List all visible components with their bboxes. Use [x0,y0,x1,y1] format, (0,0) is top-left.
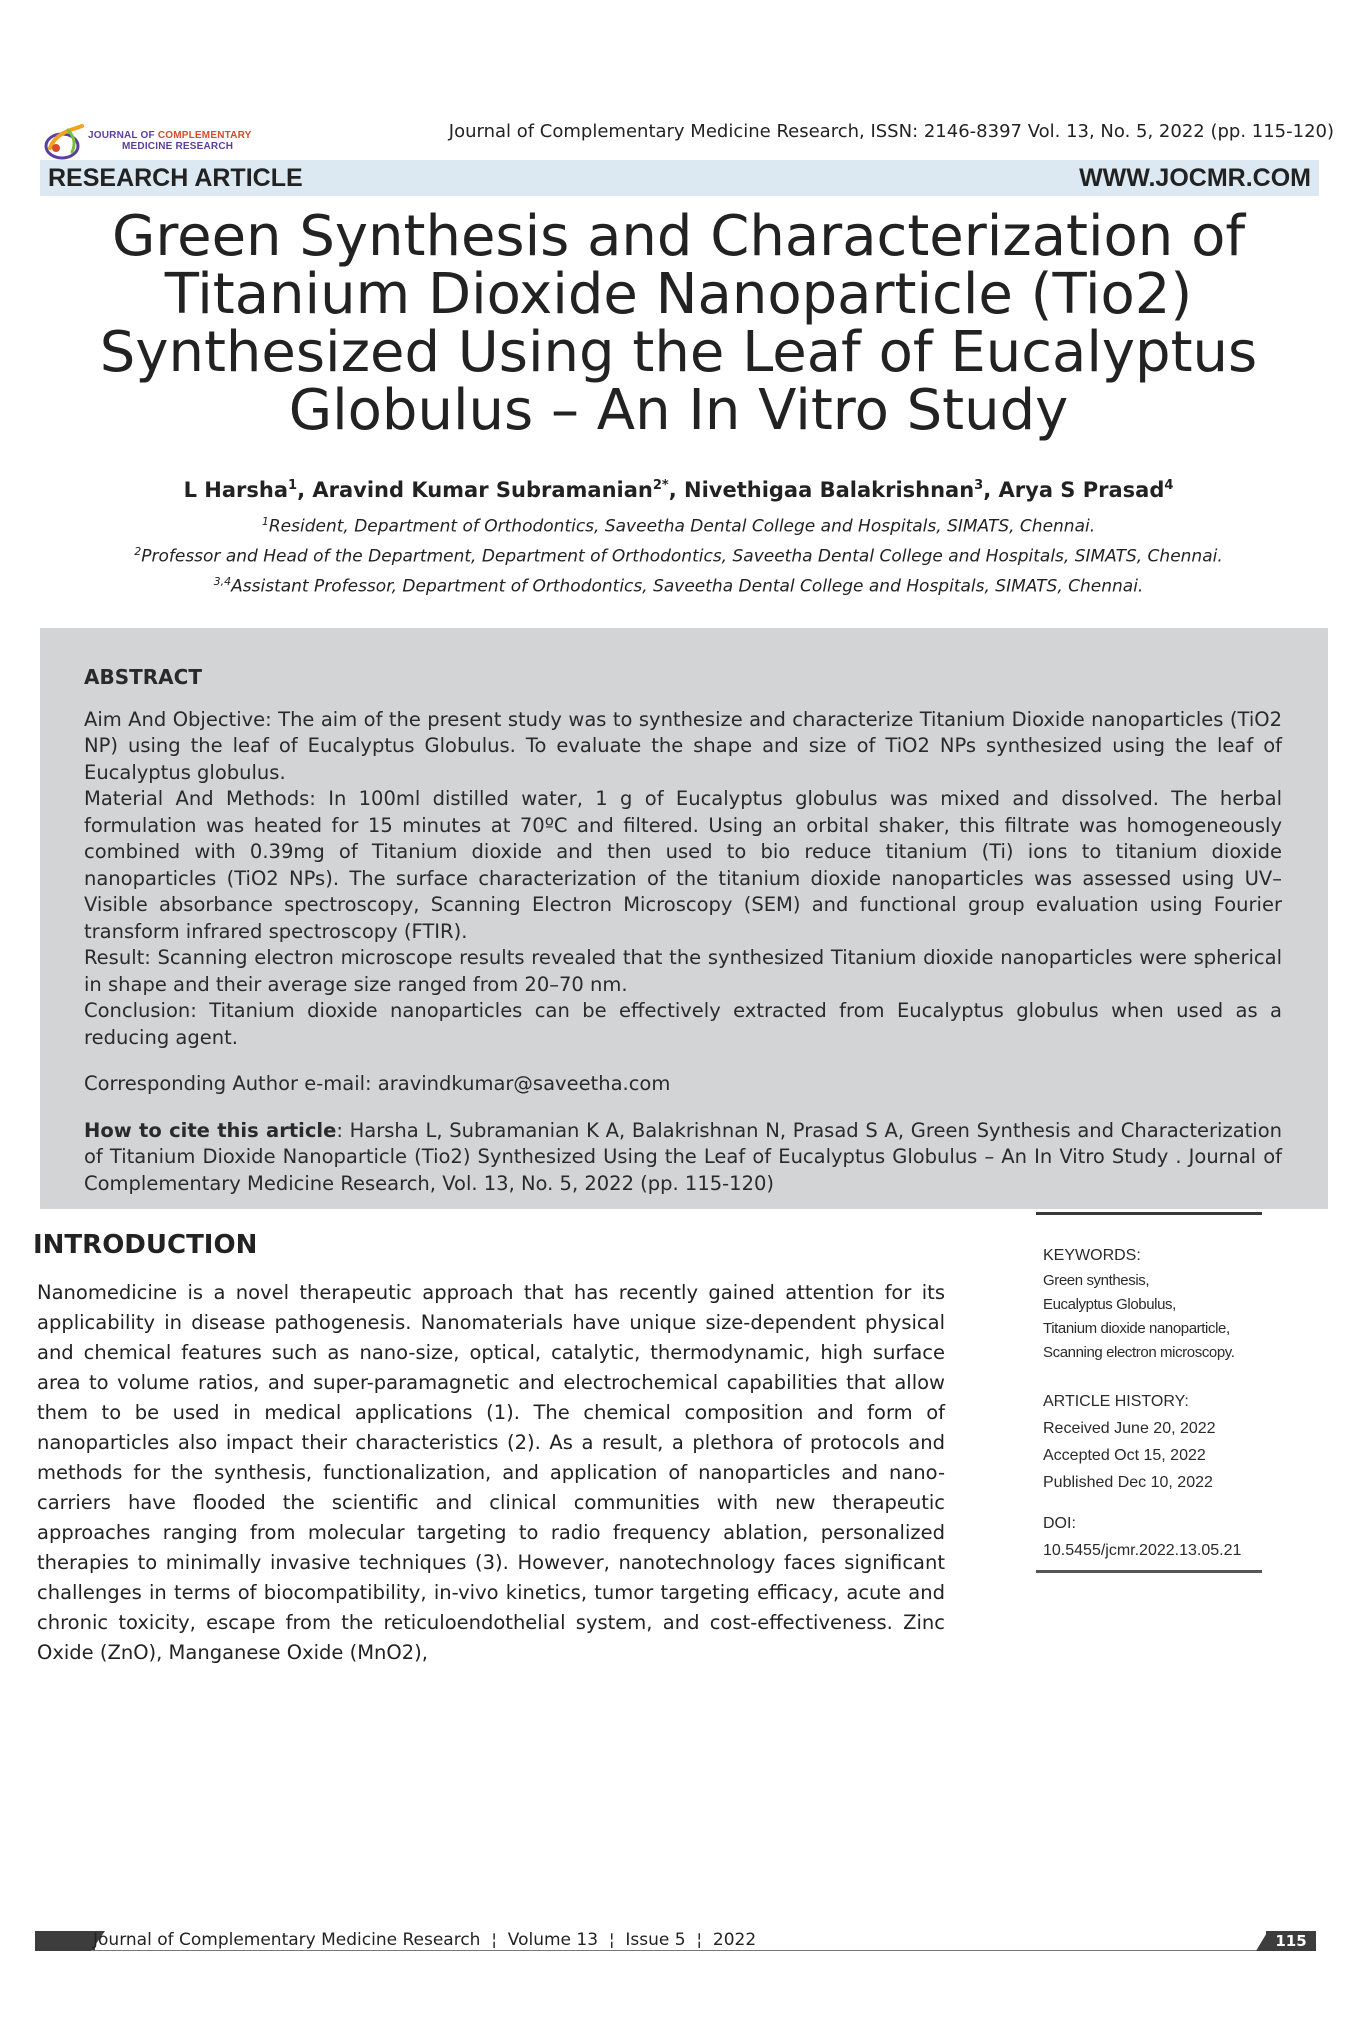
doi-block [1043,1510,1241,1564]
doi-label: DOI: [1043,1515,1076,1532]
journal-logo-icon [42,122,88,162]
affiliation: $^2$Professor and Head of the Department, Department of Orthodontics, Saveetha Dental College and Hospitals, SIMATS, Chennai. [134,545,1223,567]
history-block [1043,1388,1216,1496]
keyword: Scanning electron microscopy. [1043,1344,1235,1361]
author-name: Arya S Prasad [998,478,1165,502]
title-line: Synthesized Using the Leaf of Eucalyptus [99,320,1258,385]
author-list: L Harsha$^1$, Aravind Kumar Subramanian$^{2*}$, Nivethigaa Balakrishnan$^3$, Arya S Prasad$^4$ [183,478,1174,502]
introduction-heading: INTRODUCTION [33,1230,258,1260]
history-label: ARTICLE HISTORY: [1043,1393,1189,1410]
introduction-body: Nanomedicine is a novel therapeutic approach that has recently gained attention for its applicability in disease pathogenesis. Nanomaterials have unique size-dependent physical and chemical features such as nano-size, optical, catalytic, thermodynamic, high surface area to volume ratios, and super-paramagnetic and electrochemical capabilities that allow them to be used in medical applications (1). The chemical composition and form of nanoparticles also impact their characteristics (2). As a result, a plethora of protocols and methods for the synthesis, functionalization, and application of nanoparticles and nano-carriers have flooded the scientific and clinical communities with new therapeutic approaches ranging from molecular targeting to radio frequency ablation, personalized therapies to minimally invasive techniques (3). However, nanotechnology faces significant challenges in terms of biocompatibility, in-vivo kinetics, tumor targeting efficacy, acute and chronic toxicity, escape from the reticuloendothelial system, and cost-effectiveness. Zinc Oxide (ZnO), Manganese Oxide (MnO2), [37,1281,945,1664]
footer-accent [35,1931,95,1951]
journal-info: Journal of Complementary Medicine Research, ISSN: 2146-8397 Vol. 13, No. 5, 2022 (pp. 115-120) [448,121,1334,142]
published-date: Published Dec 10, 2022 [1043,1474,1213,1491]
corresponding-author: Corresponding Author e-mail: aravindkumar@saveetha.com [84,1072,671,1095]
abstract-heading: ABSTRACT [84,665,202,689]
sidebar-divider [1036,1212,1262,1215]
journal-logo [42,118,252,164]
citation: How to cite this article: Harsha L, Subramanian K A, Balakrishnan N, Prasad S A, Green Synthesis and Characterization of Titanium Dioxide Nanoparticle (Tio2) Synthesized Using the Leaf of Eucalyptus Globulus – An In Vitro Study . Journal of Complementary Medicine Research, Vol. 13, No. 5, 2022 (pp. 115-120) [84,1118,1283,1195]
abstract-result: Result: Scanning electron microscope results revealed that the synthesized Titanium dioxide nanoparticles were spherical in shape and their average size ranged from 20–70 nm. [84,946,1282,996]
accepted-date: Accepted Oct 15, 2022 [1043,1447,1206,1464]
title-line: Green Synthesis and Characterization of [111,204,1246,269]
keyword: Green synthesis, [1043,1272,1150,1289]
author-name: L Harsha [183,478,289,502]
affiliation: $^1$Resident, Department of Orthodontics, Saveetha Dental College and Hospitals, SIMATS, Chennai. [261,515,1096,537]
abstract-box [40,628,1328,1209]
sidebar-divider [1036,1570,1262,1573]
keyword: Titanium dioxide nanoparticle, [1043,1320,1230,1337]
abstract-aim: Aim And Objective: The aim of the present study was to synthesize and characterize Titanium Dioxide nanoparticles (TiO2 NP) using the leaf of Eucalyptus Globulus. To evaluate the shape and size of TiO2 NPs synthesized using the leaf of Eucalyptus globulus. [84,707,1282,784]
page-number: 115 [1266,1931,1316,1951]
article-title [90,204,1267,443]
abstract-methods: Material And Methods: In 100ml distilled water, 1 g of Eucalyptus globulus was mixed and dissolved. The herbal formulation was heated for 15 minutes at 70ºC and filtered. Using an orbital shaker, this filtrate was homogeneously combined with 0.39mg of Titanium dioxide and then used to bio reduce titanium (Ti) ions to titanium dioxide nanoparticles (TiO2 NPs). The surface characterization of the titanium dioxide nanoparticles was assessed using UV–Visible absorbance spectroscopy, Scanning Electron Microscopy (SEM) and functional group evaluation using Fourier transform infrared spectroscopy (FTIR). [84,787,1282,943]
keywords-block [1043,1242,1235,1365]
title-line: Globulus – An In Vitro Study [288,378,1069,443]
journal-website-link[interactable]: WWW.JOCMR.COM [1079,164,1311,192]
title-line: Titanium Dioxide Nanoparticle (Tio2) [164,262,1193,327]
affiliation: $^{3,4}$Assistant Professor, Department of Orthodontics, Saveetha Dental College and Hospitals, SIMATS, Chennai. [213,575,1144,597]
article-banner [40,160,1319,196]
doi-link[interactable]: 10.5455/jcmr.2022.13.05.21 [1043,1542,1242,1559]
journal-logo-text: JOURNAL OF COMPLEMENTARY MEDICINE RESEARCH [88,130,252,152]
keyword: Eucalyptus Globulus, [1043,1296,1176,1313]
abstract-conclusion: Conclusion: Titanium dioxide nanoparticles can be effectively extracted from Eucalyptus globulus when used as a reducing agent. [84,999,1282,1049]
keywords-label: KEYWORDS: [1043,1247,1141,1264]
footer-text: Journal of Complementary Medicine Research ¦ Volume 13 ¦ Issue 5 ¦ 2022 [93,1930,757,1950]
page-footer [35,1931,1316,1951]
article-type: RESEARCH ARTICLE [48,164,303,192]
received-date: Received June 20, 2022 [1043,1420,1216,1437]
author-name: Nivethigaa Balakrishnan [684,478,975,502]
author-name: Aravind Kumar Subramanian [312,478,653,502]
